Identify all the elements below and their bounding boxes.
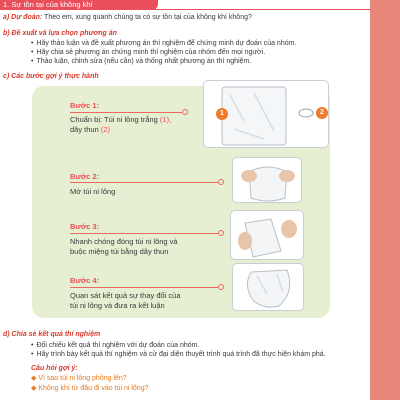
step-3-line-1: Nhanh chóng đóng túi ni lông và xyxy=(70,237,178,246)
tying-bag-illustration xyxy=(231,211,304,260)
part-a-label: a) Dự đoán: xyxy=(3,14,43,21)
step-1-line-2: dây thun xyxy=(70,125,101,134)
step-4-title: Bước 4: xyxy=(70,276,100,285)
photo-tying-bag xyxy=(230,210,304,260)
part-a-prediction xyxy=(3,13,252,22)
questions-label: Câu hỏi gợi ý: xyxy=(31,365,78,372)
step-1-mark-2: (2) xyxy=(100,125,111,134)
step-4-rule xyxy=(70,287,218,288)
question-1-text: Vì sao túi ni lông phồng lên? xyxy=(38,375,127,382)
step-1-mark-1: (1), xyxy=(159,115,172,124)
questions-heading xyxy=(31,364,78,373)
step-1-connector-dot xyxy=(182,109,188,115)
part-d-label: d) Chia sẻ kết quả thí nghiệm xyxy=(3,331,101,338)
part-c-label: c) Các bước gợi ý thực hành xyxy=(3,73,99,80)
part-d-bullet-2: • Hãy trình bày kết quả thí nghiệm và cử đại diện thuyết trình quá trình đã thực hiện khám phá. xyxy=(31,350,326,359)
step-4-connector-dot xyxy=(218,284,224,290)
photo-plastic-bag-and-band xyxy=(203,80,329,148)
part-d-heading xyxy=(3,330,100,339)
step-4-line-1: Quan sát kết quả sự thay đổi của xyxy=(70,291,181,300)
step-3-text xyxy=(70,237,178,257)
step-1-rule xyxy=(70,112,182,113)
question-1 xyxy=(31,374,127,383)
part-b-bullet-1: • Hãy thảo luận và đề xuất phương án thí nghiệm để chứng minh dự đoán của nhóm. xyxy=(31,39,296,48)
step-3-rule xyxy=(70,233,218,234)
diamond-bullet-icon: ◆ xyxy=(31,375,39,382)
step-1-text xyxy=(70,115,171,135)
step-2-title: Bước 2: xyxy=(70,172,100,181)
part-d-bullet-1: • Đối chiếu kết quả thí nghiệm với dự đoán của nhóm. xyxy=(31,341,199,350)
step-4-line-2: túi ni lông và đưa ra kết luận xyxy=(70,301,165,310)
step-3-connector-dot xyxy=(218,230,224,236)
badge-2: 2 xyxy=(316,107,328,119)
step-2-connector-dot xyxy=(218,179,224,185)
part-a-text: Theo em, xung quanh chúng ta có sự tồn tại của không khí không? xyxy=(44,14,252,21)
part-b-heading xyxy=(3,29,117,38)
step-1-title: Bước 1: xyxy=(70,101,100,110)
part-b-bullet-3: • Thảo luận, chỉnh sửa (nếu cần) và thống nhất phương án thí nghiệm. xyxy=(31,57,251,66)
photo-inflated-bag xyxy=(232,263,304,311)
question-2 xyxy=(31,384,148,393)
question-2-text: Không khí từ đâu đi vào túi ni lông? xyxy=(38,385,149,392)
step-3-line-2: buộc miệng túi bằng dây thun xyxy=(70,247,169,256)
part-c-heading xyxy=(3,72,99,81)
step-2-rule xyxy=(70,182,218,183)
step-2-text xyxy=(70,187,115,197)
section-title: 1. Sự tồn tại của không khí xyxy=(0,0,158,10)
step-4-text xyxy=(70,291,181,311)
diamond-bullet-icon: ◆ xyxy=(31,385,39,392)
photo-opening-bag xyxy=(232,157,302,203)
part-b-bullet-2: • Hãy chia sẻ phương án chứng minh thí nghiệm của nhóm đến mọi người. xyxy=(31,48,265,57)
badge-1: 1 xyxy=(216,108,228,120)
hands-opening-bag-illustration xyxy=(233,158,302,203)
step-3-title: Bước 3: xyxy=(70,222,100,231)
section-divider xyxy=(0,9,370,10)
page-side-strip xyxy=(370,0,400,400)
step-1-line-1: Chuẩn bị: Túi ni lông trắng xyxy=(70,115,160,124)
inflated-bag-illustration xyxy=(233,264,304,311)
step-2-line-1: Mở túi ni lông xyxy=(70,187,116,196)
part-b-label: b) Đề xuất và lựa chọn phương án xyxy=(3,30,117,37)
